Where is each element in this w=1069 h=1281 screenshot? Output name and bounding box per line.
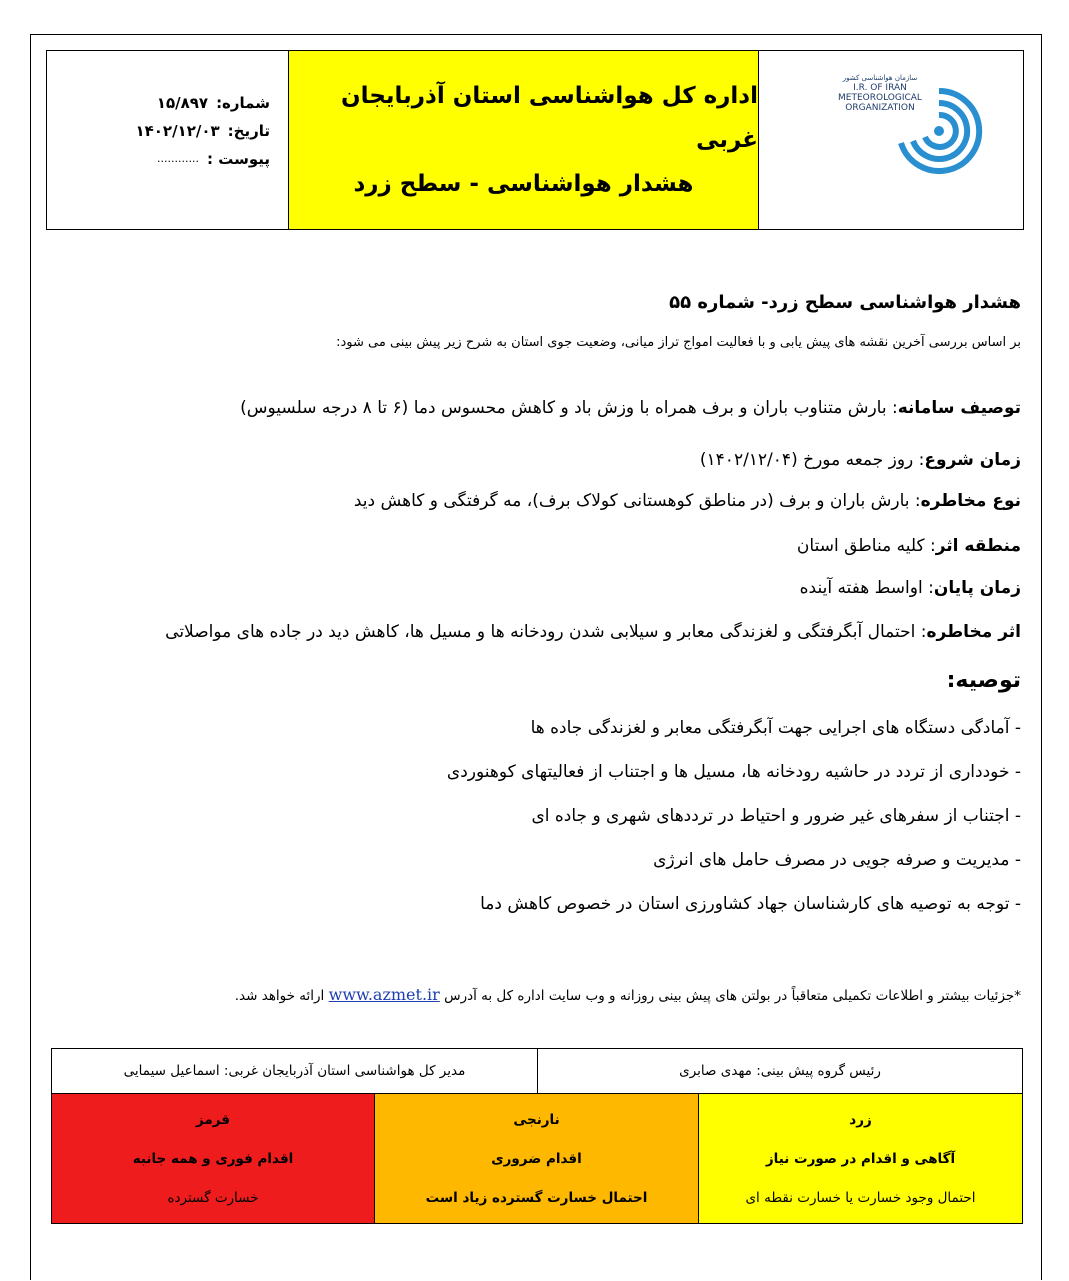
warning-levels-legend — [51, 1094, 1023, 1224]
recommendation-item: - اجتناب از سفرهای غیر ضرور و احتیاط در ترددهای شهری و جاده ای — [531, 806, 1021, 826]
signature-table — [51, 1048, 1023, 1094]
forecast-head-signature: رئیس گروه پیش بینی: مهدی صابری — [537, 1049, 1022, 1093]
letter-number — [47, 89, 270, 117]
attachment-label: پیوست : — [206, 150, 270, 168]
number-value: ۱۵/۸۹۷ — [156, 94, 209, 112]
recommendation-item: - مدیریت و صرفه جویی در مصرف حامل های انرژی — [653, 850, 1021, 870]
level-damage: احتمال وجود خسارت یا خسارت نقطه ای — [745, 1189, 976, 1206]
level-action: اقدام فوری و همه جانبه — [132, 1150, 294, 1167]
field-affected-area: منطقه اثر: کلیه مناطق استان — [796, 536, 1021, 556]
recommendation-item: - آمادگی دستگاه های اجرایی جهت آبگرفتگی معابر و لغزندگی جاده ها — [530, 718, 1021, 738]
letterhead — [46, 50, 1024, 230]
level-yellow — [698, 1094, 1022, 1223]
field-system-description: توصیف سامانه: بارش متناوب باران و برف همراه با وزش باد و کاهش محسوس دما (۶ تا ۸ درجه سلسیوس) — [240, 398, 1021, 418]
director-signature: مدیر کل هواشناسی استان آذربایجان غربی: اسماعیل سیمایی — [123, 1063, 466, 1079]
meteorological-logo-icon — [889, 81, 989, 181]
recommendation-item: - خودداری از تردد در حاشیه رودخانه ها، مسیل ها و اجتناب از فعالیتهای کوهنوردی — [446, 762, 1021, 782]
office-title: اداره کل هواشناسی استان آذربایجان غربی — [341, 83, 758, 153]
level-red — [52, 1094, 374, 1223]
recommendation-item: - توجه به توصیه های کارشناسان جهاد کشاورزی استان در خصوص کاهش دما — [480, 894, 1021, 914]
level-orange — [374, 1094, 698, 1223]
number-label: شماره: — [216, 94, 270, 112]
footnote — [235, 985, 1021, 1004]
level-damage: خسارت گسترده — [167, 1189, 259, 1206]
recommendations-title: توصیه: — [946, 668, 1021, 693]
level-name: زرد — [849, 1111, 872, 1128]
level-name: نارنجی — [513, 1111, 560, 1128]
letter-date — [47, 117, 270, 145]
field-hazard-impact: اثر مخاطره: احتمال آبگرفتگی و لغزندگی معابر و سیلابی شدن رودخانه ها و مسیل ها، کاهش دید در جاده های مواصلاتی — [165, 622, 1021, 642]
warning-intro: بر اساس بررسی آخرین نقشه های پیش یابی و با فعالیت امواج تراز میانی، وضعیت جوی استان به شرح زیر پیش بینی می شود: — [336, 335, 1021, 350]
level-action: اقدام ضروری — [491, 1150, 582, 1167]
logo-line-1: I.R. OF IRAN — [853, 83, 907, 93]
footnote-end: ارائه خواهد شد. — [234, 988, 325, 1004]
level-action: آگاهی و اقدام در صورت نیاز — [765, 1150, 956, 1167]
page-border-right — [1041, 34, 1042, 1280]
field-start-time: زمان شروع: روز جمعه مورخ (۱۴۰۲/۱۲/۰۴) — [699, 450, 1021, 470]
warning-heading: هشدار هواشناسی سطح زرد- شماره ۵۵ — [669, 292, 1021, 313]
logo-line-2: METEOROLOGICAL — [838, 93, 922, 103]
field-hazard-type: نوع مخاطره: بارش باران و برف (در مناطق کوهستانی کولاک برف)، مه گرفتگی و کاهش دید — [353, 491, 1021, 511]
website-link[interactable]: www.azmet.ir — [328, 985, 440, 1004]
date-value: ۱۴۰۲/۱۲/۰۳ — [135, 122, 220, 140]
attachment-value: ............ — [157, 152, 199, 165]
level-name: قرمز — [196, 1111, 230, 1128]
letter-attachment — [47, 145, 270, 173]
letter-meta — [47, 51, 289, 229]
date-label: تاریخ: — [227, 122, 270, 140]
level-damage: احتمال خسارت گسترده زیاد است — [425, 1189, 648, 1206]
footnote-text: *جزئیات بیشتر و اطلاعات تکمیلی متعاقباً در بولتن های پیش بینی روزانه و وب سایت اداره کل به آدرس — [444, 988, 1021, 1004]
field-end-time: زمان پایان: اواسط هفته آینده — [799, 578, 1021, 598]
warning-level-title: هشدار هواشناسی - سطح زرد — [353, 171, 694, 197]
letter-title-box — [289, 51, 759, 229]
page-border-left — [30, 34, 31, 1280]
logo-persian-text: سازمان هواشناسی کشور — [842, 74, 918, 82]
logo-line-3: ORGANIZATION — [845, 103, 915, 113]
organization-logo — [759, 51, 1023, 229]
